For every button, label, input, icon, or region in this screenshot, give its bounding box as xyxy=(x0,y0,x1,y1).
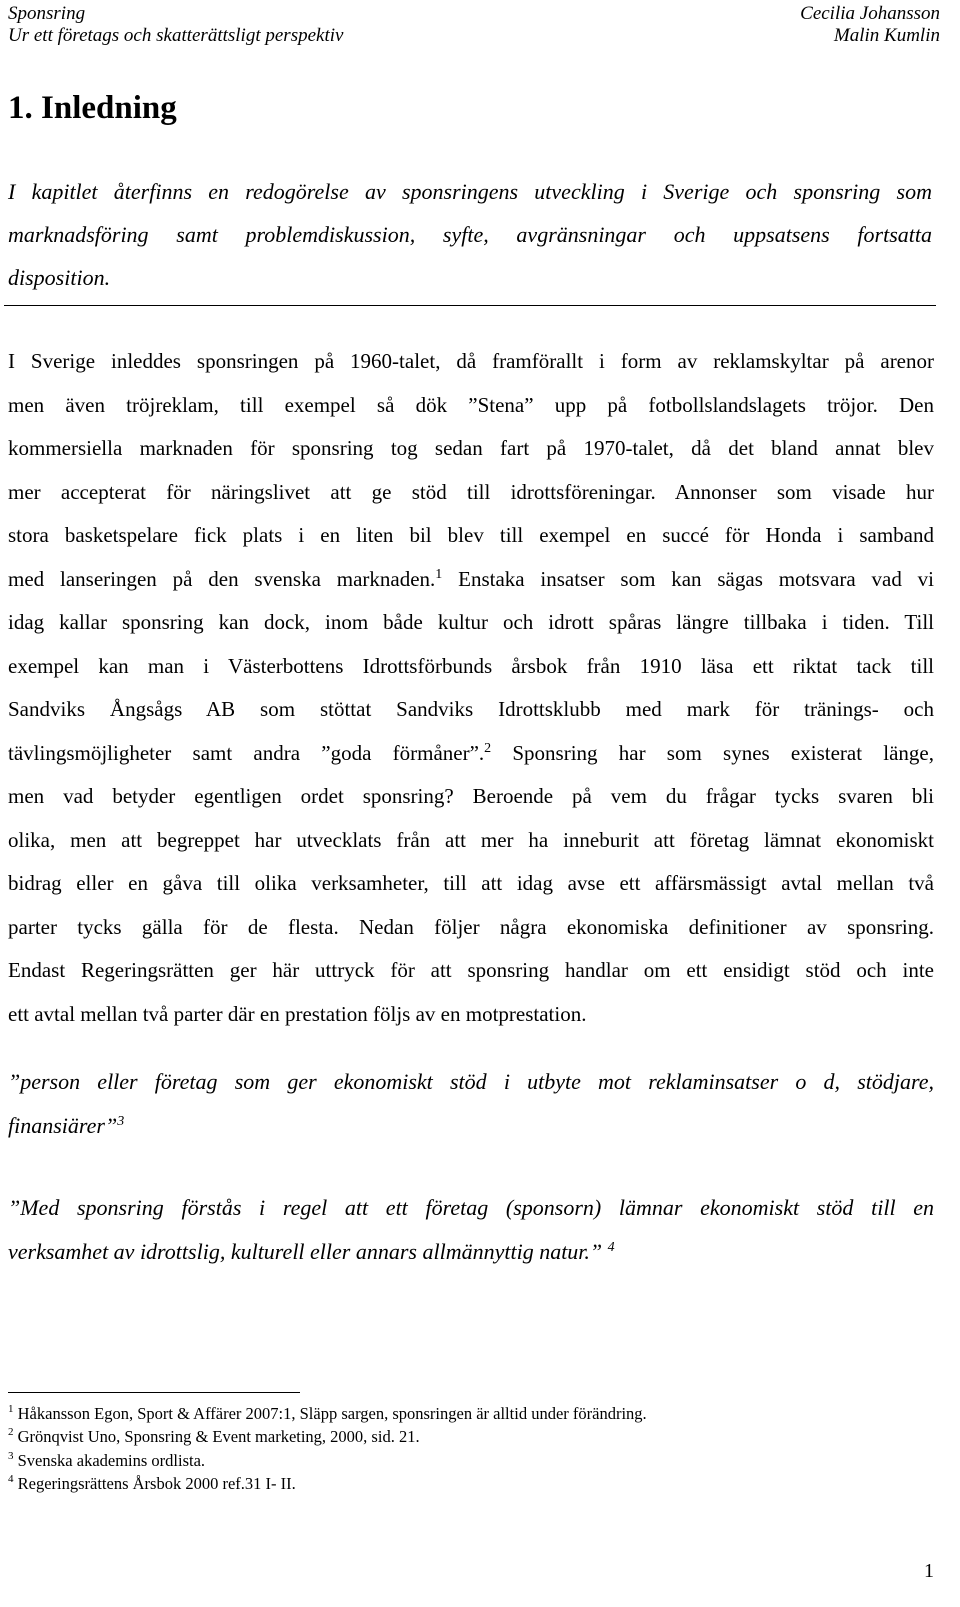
running-header-right xyxy=(800,3,940,47)
body-line xyxy=(8,732,934,776)
footnote-ref[interactable]: 3 xyxy=(117,1113,125,1129)
header-author-1: Cecilia Johansson xyxy=(800,3,940,24)
page-number: 1 xyxy=(924,1560,934,1582)
footnote-ref[interactable]: 1 xyxy=(435,566,443,582)
body-paragraph xyxy=(8,340,934,1036)
quote-line xyxy=(8,1230,934,1274)
header-author-2: Malin Kumlin xyxy=(833,25,940,46)
quote-segment: verksamhet av idrottslig, kulturell eller annars allmännyttig natur.” xyxy=(8,1238,608,1264)
footnote-text: Svenska akademins ordlista. xyxy=(13,1450,206,1470)
footnote-text: Håkansson Egon, Sport & Affärer 2007:1, Släpp sargen, sponsringen är alltid under förändring. xyxy=(13,1404,647,1423)
body-line: men även tröjreklam, till exempel så dök ”Stena” upp på fotbollslandslagets tröjor. Den xyxy=(8,392,934,417)
footnote-number: 3 xyxy=(8,1449,14,1462)
running-header-left xyxy=(8,3,343,47)
footnote xyxy=(8,1472,647,1495)
footnote-ref[interactable]: 4 xyxy=(607,1239,615,1255)
header-subtitle: Ur ett företags och skatterättsligt perspektiv xyxy=(8,25,344,46)
body-line: parter tycks gälla för de flesta. Nedan följer några ekonomiska definitioner av sponsring. xyxy=(8,914,934,939)
body-line: I Sverige inleddes sponsringen på 1960-talet, då framförallt i form av reklamskyltar på arenor xyxy=(8,349,934,373)
body-line: kommersiella marknaden för sponsring tog sedan fart på 1970-talet, då det bland annat blev xyxy=(8,436,934,460)
section-divider xyxy=(4,305,936,306)
chapter-intro xyxy=(8,170,932,299)
footnote-text: Grönqvist Uno, Sponsring & Event marketing, 2000, sid. 21. xyxy=(13,1427,420,1447)
intro-line: I kapitlet återfinns en redogörelse av sponsringens utveckling i Sverige och sponsring som xyxy=(8,179,932,204)
footnotes xyxy=(8,1402,647,1495)
body-line-segment: Enstaka insatser som kan sägas motsvara vad vi xyxy=(442,566,934,591)
footnote xyxy=(8,1449,647,1472)
body-line: exempel kan man i Västerbottens Idrottsförbunds årsbok från 1910 läsa ett riktat tack till xyxy=(8,653,934,678)
body-line: idag kallar sponsring kan dock, inom både kultur och idrott spåras längre tillbaka i tiden. Till xyxy=(8,610,934,634)
body-line-segment: med lanseringen på den svenska marknaden. xyxy=(8,566,436,591)
quote-segment: finansiärer” xyxy=(8,1112,118,1138)
body-line: Sandviks Ångsågs AB som stöttat Sandviks Idrottsklubb med mark för tränings- och xyxy=(8,697,934,721)
footnote-ref[interactable]: 2 xyxy=(484,740,492,756)
definition-quote-1 xyxy=(8,1060,934,1147)
chapter-heading: 1. Inledning xyxy=(8,90,177,126)
body-line: bidrag eller en gåva till olika verksamheter, till att idag avse ett affärsmässigt avtal mellan två xyxy=(8,871,934,895)
footnote-number: 4 xyxy=(8,1472,14,1485)
body-line xyxy=(8,558,934,602)
quote-line: ”person eller företag som ger ekonomiskt stöd i utbyte mot reklaminsatser o d, stödjare, xyxy=(8,1069,934,1094)
footnote xyxy=(8,1425,647,1448)
footnote-number: 2 xyxy=(8,1426,14,1439)
body-line: mer accepterat för näringslivet att ge stöd till idrottsföreningar. Annonser som visade hur xyxy=(8,479,934,504)
body-line: men vad betyder egentligen ordet sponsring? Beroende på vem du frågar tycks svaren bli xyxy=(8,784,934,808)
body-line: olika, men att begreppet har utvecklats från att mer ha inneburit att företag lämnat ekonomiskt xyxy=(8,827,934,852)
quote-line xyxy=(8,1104,934,1148)
footnote-separator xyxy=(8,1392,300,1393)
footnote-number: 1 xyxy=(8,1403,14,1415)
intro-line: marknadsföring samt problemdiskussion, syfte, avgränsningar och uppsatsens fortsatta xyxy=(8,222,932,247)
definition-quote-2 xyxy=(8,1186,934,1273)
body-line: ett avtal mellan två parter där en prestation följs av en motprestation. xyxy=(8,1001,587,1026)
body-line-segment: tävlingsmöjligheter samt andra ”goda förmåner”. xyxy=(8,740,485,765)
quote-line: ”Med sponsring förstås i regel att ett företag (sponsorn) lämnar ekonomiskt stöd till en xyxy=(8,1195,934,1220)
footnote-text: Regeringsrättens Årsbok 2000 ref.31 I- II. xyxy=(13,1473,296,1493)
body-line-segment: Sponsring har som synes existerat länge, xyxy=(491,740,934,765)
intro-line: disposition. xyxy=(8,265,111,290)
footnote xyxy=(8,1402,647,1425)
header-title: Sponsring xyxy=(8,3,86,24)
body-line: Endast Regeringsrätten ger här uttryck för att sponsring handlar om ett ensidigt stöd och inte xyxy=(8,958,934,982)
body-line: stora basketspelare fick plats i en liten bil blev till exempel en succé för Honda i samband xyxy=(8,523,934,547)
